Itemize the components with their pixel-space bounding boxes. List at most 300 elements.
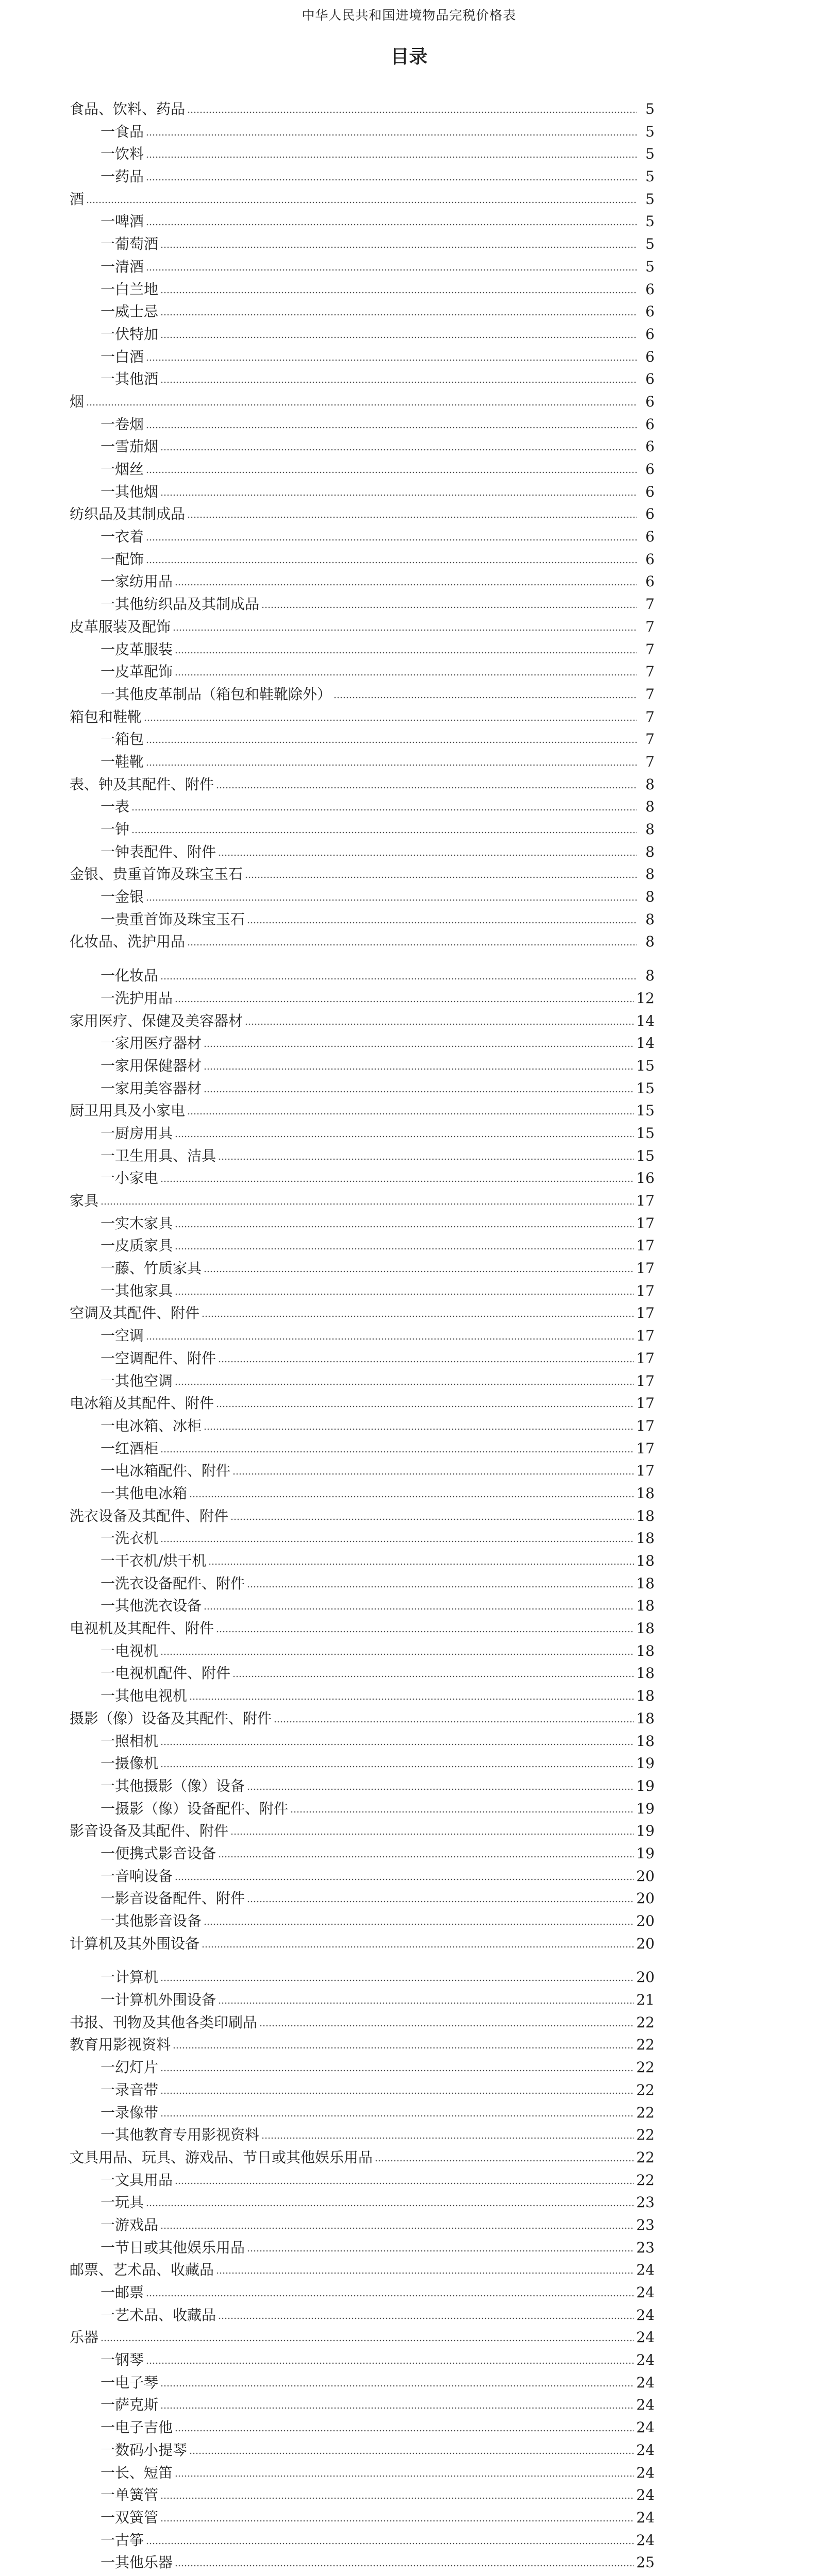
toc-subentry[interactable] [70,2304,655,2327]
toc-page-number: 5 [645,235,655,253]
dot-leader [187,1112,634,1115]
dot-leader [245,876,637,879]
toc-subentry[interactable] [70,683,655,706]
toc-page-number: 16 [636,1170,655,1187]
toc-page-number: 24 [636,2351,655,2369]
toc-subentry[interactable] [70,458,655,481]
toc-entry-label: 一其他皮革制品（箱包和鞋靴除外） [101,685,332,703]
toc-subentry[interactable] [70,2056,655,2079]
dot-leader [216,1405,634,1408]
toc-entry[interactable] [70,2574,655,2576]
dot-leader [218,854,637,857]
toc-subentry[interactable] [70,908,655,931]
toc-entry-label [70,2574,199,2576]
dot-leader [101,1202,634,1206]
toc-subentry[interactable] [70,1460,655,1482]
dot-leader [146,156,637,159]
toc-page-number: 5 [645,258,655,275]
toc-entry-label: 一其他教育专用影视资料 [101,2126,260,2144]
toc-page-number: 17 [636,1462,655,1480]
toc-subentry[interactable] [70,1887,655,1910]
toc-entry[interactable] [70,98,655,121]
toc-entry-label: 一卫生用具、洁具 [101,1147,216,1164]
toc-subentry[interactable] [70,987,655,1010]
toc-page-number: 20 [636,1912,655,1929]
toc-subentry[interactable] [70,1280,655,1302]
toc-page-number: 25 [636,2554,655,2571]
toc-entry-label: 书报、刊物及其他各类印刷品 [70,2013,258,2031]
toc-page-number: 17 [636,1192,655,1209]
toc-page-number: 7 [645,731,655,748]
toc-entry-label: 一钟表配件、附件 [101,843,216,860]
toc-entry-label: 一录像带 [101,2104,159,2121]
toc-entry-label: 一古筝 [101,2531,144,2549]
dot-leader [160,2406,634,2410]
toc-subentry[interactable] [70,728,655,751]
toc-page-number: 12 [636,989,655,1007]
dot-leader [146,2542,634,2545]
toc-entry[interactable] [70,1617,655,1640]
toc-subentry[interactable] [70,1370,655,1393]
toc-page-number: 17 [636,1417,655,1434]
toc-entry[interactable] [70,616,655,638]
dot-leader [247,1788,634,1791]
dot-leader [86,201,637,204]
toc-page-number: 17 [636,1237,655,1255]
dot-leader [247,921,637,924]
toc-entry-label: 一录音带 [101,2081,159,2098]
toc-entry-label: 酒 [70,190,85,208]
toc-entry-label: 一电子琴 [101,2374,159,2391]
toc-entry-label: 一其他空调 [101,1372,173,1389]
toc-subentry[interactable] [70,2349,655,2371]
dot-leader [160,313,637,316]
toc-subentry[interactable] [70,1685,655,1707]
dot-leader [232,1675,634,1678]
toc-subentry[interactable] [70,2484,655,2506]
dot-leader [208,1563,634,1566]
toc-subentry[interactable] [70,1910,655,1933]
toc-entry-label: 一小家电 [101,1170,159,1187]
toc-entry-label: 洗衣设备及其配件、附件 [70,1507,229,1524]
toc-subentry[interactable] [70,1989,655,2011]
dot-leader [245,1023,634,1026]
toc-entry-label: 一洗衣设备配件、附件 [101,1574,245,1592]
toc-subentry[interactable] [70,1234,655,1257]
toc-entry[interactable] [70,1933,655,1955]
toc-subentry[interactable] [70,2371,655,2394]
toc-entry-label: 电冰箱及其配件、附件 [70,1395,214,1412]
dot-leader [175,1247,634,1250]
toc-page-number: 6 [645,303,655,320]
toc-page-number: 15 [636,1102,655,1120]
toc-entry-label: 一化妆品 [101,967,159,985]
toc-subentry[interactable] [70,2214,655,2236]
toc-page-number: 24 [636,2419,655,2436]
toc-entry[interactable] [70,2259,655,2281]
dot-leader [146,178,637,181]
toc-subentry[interactable] [70,1550,655,1572]
toc-entry[interactable] [70,2326,655,2349]
toc-entry-label: 一厨房用具 [101,1124,173,1142]
toc-entry[interactable] [70,1505,655,1528]
toc-subentry[interactable] [70,1640,655,1663]
dot-leader [175,1383,634,1386]
toc-subentry[interactable] [70,1482,655,1505]
toc-page-number: 20 [636,1867,655,1885]
dot-leader [230,1518,634,1521]
dot-leader [160,2092,634,2095]
toc-subentry[interactable] [70,818,655,841]
toc-entry-label: 食品、饮料、药品 [70,100,186,117]
toc-subentry[interactable] [70,368,655,391]
toc-subentry[interactable] [70,1527,655,1550]
dot-leader [160,977,637,980]
dot-leader [187,943,637,946]
toc-entry-label: 一配饰 [101,550,144,568]
toc-subentry[interactable] [70,1595,655,1617]
toc-page-number: 6 [645,438,655,455]
toc-page-number: 5 [645,213,655,230]
toc-entry-label: 一游戏品 [101,2216,159,2233]
toc-entry-label: 一其他乐器 [101,2554,173,2571]
toc-page-number: 18 [636,1687,655,1705]
toc-page-number: 22 [636,2059,655,2076]
dot-leader [204,1607,634,1611]
toc-subentry[interactable] [70,1752,655,1775]
dot-leader [218,1855,634,1858]
toc-entry[interactable] [70,863,655,886]
toc-page-number: 24 [636,2486,655,2504]
toc-page-number: 24 [636,2464,655,2481]
toc-page-number: 18 [636,1597,655,1615]
toc-subentry[interactable] [70,1212,655,1235]
toc-entry-label: 化妆品、洗护用品 [70,933,186,951]
toc-page-number: 8 [645,888,655,906]
toc-entry[interactable] [70,773,655,796]
toc-subentry[interactable] [70,2124,655,2146]
dot-leader [160,2384,634,2387]
toc-entry[interactable] [70,1302,655,1325]
toc-entry[interactable] [70,2033,655,2056]
toc-page-number: 5 [645,190,655,208]
toc-entry-label: 一电冰箱配件、附件 [101,1462,231,1480]
toc-entry-label: 一电冰箱、冰柜 [101,1417,202,1434]
toc-entry-label: 一家用医疗器材 [101,1035,202,1052]
toc-page-number: 20 [636,1969,655,1986]
toc-entry-label: 一清酒 [101,258,144,275]
toc-subentry[interactable] [70,2506,655,2529]
toc-subentry[interactable] [70,1437,655,1460]
toc-subentry[interactable] [70,1122,655,1145]
toc-subentry[interactable] [70,886,655,908]
toc-subentry[interactable] [70,278,655,301]
toc-subentry[interactable] [70,2281,655,2304]
toc-page-number: 17 [636,1304,655,1322]
dot-leader [160,336,637,339]
dot-leader [160,246,637,249]
toc-page-number: 18 [636,1709,655,1727]
dot-leader [175,2564,634,2567]
toc-page-number: 18 [636,1732,655,1750]
dot-leader [189,2452,634,2455]
toc-entry-label: 一白酒 [101,348,144,365]
toc-page-number: 15 [636,1079,655,1097]
toc-subentry[interactable] [70,165,655,188]
toc-entry-label: 一衣着 [101,528,144,546]
toc-page-number: 5 [645,168,655,185]
toc-page-number: 6 [645,528,655,546]
toc-entry-label: 邮票、艺术品、收藏品 [70,2261,214,2279]
dot-leader [218,2317,634,2320]
toc-entry-label: 箱包和鞋靴 [70,708,142,725]
toc-page-number: 6 [645,348,655,365]
toc-subentry[interactable] [70,300,655,323]
dot-leader [160,1653,634,1656]
toc-page-number: 6 [645,280,655,298]
toc-subentry[interactable] [70,346,655,368]
dot-leader [261,2137,634,2140]
toc-subentry[interactable] [70,1966,655,1989]
toc-subentry[interactable] [70,2191,655,2214]
dot-leader [232,1472,634,1476]
toc-page-number: 17 [636,1395,655,1412]
toc-entry[interactable] [70,1010,655,1032]
toc-subentry[interactable] [70,1257,655,1280]
dot-leader [187,111,637,114]
toc-entry-label: 一照相机 [101,1732,159,1750]
dot-leader [175,2182,634,2185]
toc-page-number: 17 [636,1260,655,1277]
toc-entry[interactable] [70,503,655,526]
toc-entry[interactable] [70,2146,655,2169]
dot-leader [230,1833,634,1836]
toc-entry-label: 家具 [70,1192,99,1209]
toc-entry-label: 一啤酒 [101,213,144,230]
toc-heading: 目录 [390,46,428,67]
dot-leader [173,629,637,632]
toc-subentry[interactable] [70,2236,655,2259]
toc-entry-label: 一影音设备配件、附件 [101,1890,245,1907]
toc-subentry[interactable] [70,2416,655,2439]
toc-subentry[interactable] [70,526,655,548]
toc-entry-label: 一家用保健器材 [101,1057,202,1074]
toc-entry-label: 一红酒柜 [101,1439,159,1457]
toc-page-number: 17 [636,1214,655,1232]
toc-entry[interactable] [70,1707,655,1730]
toc-entry-label: 一皮革服装 [101,640,173,658]
toc-page-number: 18 [636,1530,655,1547]
toc-entry[interactable] [70,930,655,953]
toc-entry[interactable] [70,1099,655,1122]
toc-subentry[interactable] [70,143,655,165]
table-of-contents [70,98,655,2576]
toc-page-number: 5 [645,145,655,163]
toc-subentry[interactable] [70,964,655,987]
toc-entry[interactable] [70,1190,655,1212]
toc-entry-label: 一单簧管 [101,2486,159,2504]
toc-subentry[interactable] [70,1798,655,1820]
toc-subentry[interactable] [70,1077,655,1100]
toc-subentry[interactable] [70,1055,655,1077]
dot-leader [218,1360,634,1363]
toc-entry-label: 一其他电视机 [101,1687,188,1705]
toc-entry-label: 表、钟及其配件、附件 [70,775,214,793]
dot-leader [204,1090,634,1093]
toc-subentry[interactable] [70,2079,655,2102]
toc-entry-label: 一艺术品、收藏品 [101,2306,216,2324]
dot-leader [247,1585,634,1588]
toc-subentry[interactable] [70,1775,655,1798]
toc-entry-label: 纺织品及其制成品 [70,505,186,523]
toc-page-number: 7 [645,663,655,681]
toc-entry-label: 一玩具 [101,2194,144,2211]
toc-subentry[interactable] [70,1730,655,1753]
toc-entry[interactable] [70,1820,655,1842]
toc-page-number: 22 [636,2104,655,2121]
toc-entry-label: 一节日或其他娱乐用品 [101,2239,245,2256]
toc-page-number: 8 [645,910,655,928]
toc-subentry[interactable] [70,413,655,436]
dot-leader [175,651,637,654]
toc-entry-label: 影音设备及其配件、附件 [70,1822,229,1840]
toc-entry-label: 一空调配件、附件 [101,1349,216,1367]
toc-subentry[interactable] [70,2169,655,2192]
toc-subentry[interactable] [70,233,655,256]
toc-subentry[interactable] [70,1325,655,1347]
toc-subentry[interactable] [70,1865,655,1888]
toc-subentry[interactable] [70,638,655,661]
toc-entry-label: 一家用美容器材 [101,1079,202,1097]
dot-leader [204,1923,634,1926]
toc-page-number: 23 [636,2194,655,2211]
toc-page-number: 18 [636,1620,655,1637]
toc-page-number: 18 [636,1552,655,1569]
toc-page-number: 8 [645,821,655,838]
toc-subentry[interactable] [70,570,655,593]
toc-entry[interactable] [70,188,655,211]
toc-entry-label: 一电视机 [101,1642,159,1659]
toc-entry[interactable] [70,2011,655,2034]
toc-entry[interactable] [70,706,655,728]
toc-subentry[interactable] [70,1347,655,1370]
toc-page-number: 18 [636,1507,655,1524]
toc-page-number: 5 [645,100,655,117]
dot-leader [375,2159,634,2162]
toc-entry-label: 一洗护用品 [101,989,173,1007]
toc-subentry[interactable] [70,1167,655,1190]
toc-page-number: 6 [645,325,655,343]
dot-leader [175,583,637,586]
toc-entry-label: 一卷烟 [101,415,144,433]
dot-leader [160,381,637,384]
toc-subentry[interactable] [70,1415,655,1437]
toc-subentry[interactable] [70,1032,655,1055]
dot-leader [173,2046,634,2049]
dot-leader [146,2204,634,2207]
toc-page-number: 22 [636,2081,655,2098]
toc-page-number: 7 [645,685,655,703]
toc-page-number: 24 [636,2509,655,2526]
toc-subentry[interactable] [70,1842,655,1865]
dot-leader [146,2294,634,2297]
toc-subentry[interactable] [70,2529,655,2552]
toc-subentry[interactable] [70,2462,655,2484]
toc-subentry[interactable] [70,481,655,503]
toc-page-number: 17 [636,1349,655,1367]
dot-leader [202,1315,634,1318]
dot-leader [204,1045,634,1048]
toc-entry-label: 一计算机 [101,1969,159,1986]
toc-subentry[interactable] [70,548,655,571]
dot-leader [261,606,637,609]
toc-page-number: 8 [645,798,655,816]
toc-subentry[interactable] [70,2439,655,2462]
dot-leader [146,268,637,272]
toc-entry-label: 一表 [101,798,130,816]
dot-leader [146,359,637,362]
toc-entry-label: 一萨克斯 [101,2396,159,2414]
dot-leader [290,1810,634,1814]
toc-page-number: 8 [645,866,655,883]
toc-entry-label: 计算机及其外围设备 [70,1935,200,1952]
toc-subentry[interactable] [70,795,655,818]
toc-subentry[interactable] [70,660,655,683]
toc-entry-label: 一药品 [101,168,144,185]
toc-subentry[interactable] [70,1145,655,1167]
toc-page-number: 19 [636,1800,655,1817]
toc-entry-label: 一长、短笛 [101,2464,173,2481]
toc-page-number: 6 [645,415,655,433]
toc-entry-label: 一家纺用品 [101,573,173,590]
toc-page-number: 22 [636,2126,655,2144]
toc-subentry[interactable] [70,1572,655,1595]
toc-page-number: 23 [636,2239,655,2256]
toc-entry-label: 皮革服装及配饰 [70,618,171,635]
toc-entry-label: 一钢琴 [101,2351,144,2369]
toc-entry-label: 一电子吉他 [101,2419,173,2436]
toc-entry-label: 一其他烟 [101,483,159,500]
toc-subentry[interactable] [70,2394,655,2416]
dot-leader [146,223,637,226]
toc-page-number: 6 [645,483,655,500]
toc-page-number: 19 [636,1822,655,1840]
toc-entry[interactable] [70,1392,655,1415]
dot-leader [259,2024,634,2027]
toc-subentry[interactable] [70,751,655,773]
toc-entry[interactable] [70,391,655,413]
toc-page-number: 8 [645,933,655,951]
toc-subentry[interactable] [70,593,655,616]
toc-subentry[interactable] [70,121,655,143]
toc-page-number: 22 [636,2148,655,2166]
dot-leader [146,741,637,744]
toc-subentry[interactable] [70,323,655,346]
toc-subentry[interactable] [70,1662,655,1685]
toc-subentry[interactable] [70,210,655,233]
dot-leader [160,1540,634,1543]
toc-subentry[interactable] [70,2551,655,2574]
toc-subentry[interactable] [70,256,655,278]
dot-leader [274,1720,634,1723]
toc-subentry[interactable] [70,841,655,863]
toc-subentry[interactable] [70,435,655,458]
toc-entry-label: 乐器 [70,2329,99,2346]
toc-page-number: 22 [636,2036,655,2054]
dot-leader [160,2227,634,2230]
toc-subentry[interactable] [70,2102,655,2124]
toc-page-number: 24 [636,2531,655,2549]
